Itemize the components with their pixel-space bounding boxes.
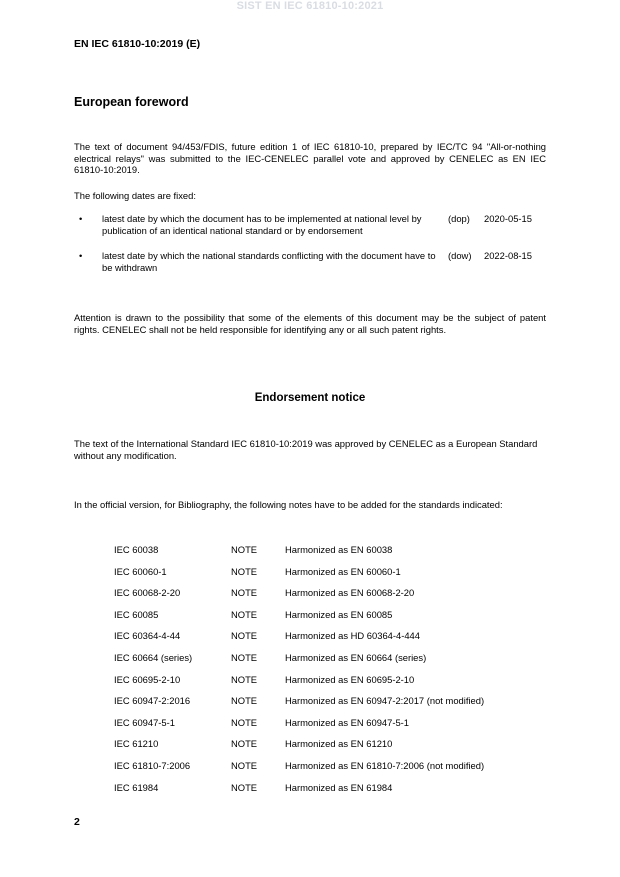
note-label-cell: NOTE [231,738,258,750]
note-text-cell: Harmonized as EN 60947-5-1 [285,716,410,728]
note-text-cell: Harmonized as HD 60364-4-444 [285,630,420,642]
note-label-cell: NOTE [231,587,258,599]
european-foreword-heading: European foreword [74,95,189,109]
standard-cell: IEC 61984 [114,781,159,793]
date-item-date: 2020-05-15 [484,213,532,224]
standard-cell: IEC 60947-5-1 [114,716,175,728]
table-row [114,566,544,588]
endorsement-text-paragraph: The text of the International Standard IEC 61810-10:2019 was approved by CENELEC as a European Standard without any modification. [74,438,538,461]
table-row [114,738,544,760]
endorsement-notice-heading: Endorsement notice [254,392,366,404]
note-text-cell: Harmonized as EN 60060-1 [285,565,401,577]
foreword-intro-paragraph: The text of document 94/453/FDIS, future edition 1 of IEC 61810-10, prepared by IEC/TC 94 "All-or-nothing electrical relays" was submitted to the IEC-CENELEC parallel vote and approved by CENELEC as EN IEC 61810-10:2019. [74,141,546,175]
patent-attention-paragraph: Attention is drawn to the possibility that some of the elements of this document may be the subject of patent rights. CENELEC shall not be held responsible for identifying any or all such patent rights. [74,312,546,335]
standard-cell: IEC 60060-1 [114,565,167,577]
note-text-cell: Harmonized as EN 60038 [285,544,393,555]
standard-cell: IEC 61210 [114,738,159,750]
bibliography-intro-paragraph: In the official version, for Bibliography, the following notes have to be added for the standards indicated: [74,499,503,510]
page-number: 2 [74,816,80,828]
standard-cell: IEC 60085 [114,608,159,620]
note-label-cell: NOTE [231,651,258,663]
note-label-cell: NOTE [231,716,258,728]
table-row [114,609,544,631]
bullet-icon: • [79,213,83,224]
note-label-cell: NOTE [231,608,258,620]
table-row [114,544,544,566]
note-text-cell: Harmonized as EN 60664 (series) [285,651,427,663]
date-item-text: latest date by which the national standards conflicting with the document have to be withdrawn [102,250,436,273]
table-row [114,695,544,717]
note-label-cell: NOTE [231,781,258,793]
table-row [114,782,544,804]
note-text-cell: Harmonized as EN 60068-2-20 [285,587,415,599]
note-text-cell: Harmonized as EN 60947-2:2017 (not modified) [285,695,485,707]
note-label-cell: NOTE [231,544,258,555]
note-text-cell: Harmonized as EN 61210 [285,738,393,750]
note-label-cell: NOTE [231,565,258,577]
standard-cell: IEC 60068-2-20 [114,587,181,599]
note-text-cell: Harmonized as EN 61984 [285,781,393,793]
bibliography-notes-table [114,544,544,803]
note-label-cell: NOTE [231,673,258,685]
standard-cell: IEC 61810-7:2006 [114,759,191,771]
standard-cell: IEC 60947-2:2016 [114,695,191,707]
note-text-cell: Harmonized as EN 61810-7:2006 (not modified) [285,759,485,771]
table-row [114,630,544,652]
note-text-cell: Harmonized as EN 60695-2-10 [285,673,415,685]
standard-cell: IEC 60664 (series) [114,651,193,663]
date-item-code: (dop) [448,213,470,224]
standard-cell: IEC 60695-2-10 [114,673,181,685]
table-row [114,760,544,782]
note-label-cell: NOTE [231,759,258,771]
note-label-cell: NOTE [231,695,258,707]
date-item-date: 2022-08-15 [484,250,532,261]
watermark: SIST EN IEC 61810-10:2021 [236,0,384,12]
table-row [114,587,544,609]
note-label-cell: NOTE [231,630,258,642]
date-item-text: latest date by which the document has to be implemented at national level by publication of an identical national standard or by endorsement [102,213,422,236]
standard-cell: IEC 60364-4-44 [114,630,181,642]
standard-cell: IEC 60038 [114,544,159,555]
dates-intro-text: The following dates are fixed: [74,190,196,201]
document-id-header: EN IEC 61810-10:2019 (E) [74,38,201,50]
note-text-cell: Harmonized as EN 60085 [285,608,393,620]
table-row [114,717,544,739]
table-row [114,674,544,696]
table-row [114,652,544,674]
date-item-code: (dow) [448,250,472,261]
bullet-icon: • [79,250,83,261]
